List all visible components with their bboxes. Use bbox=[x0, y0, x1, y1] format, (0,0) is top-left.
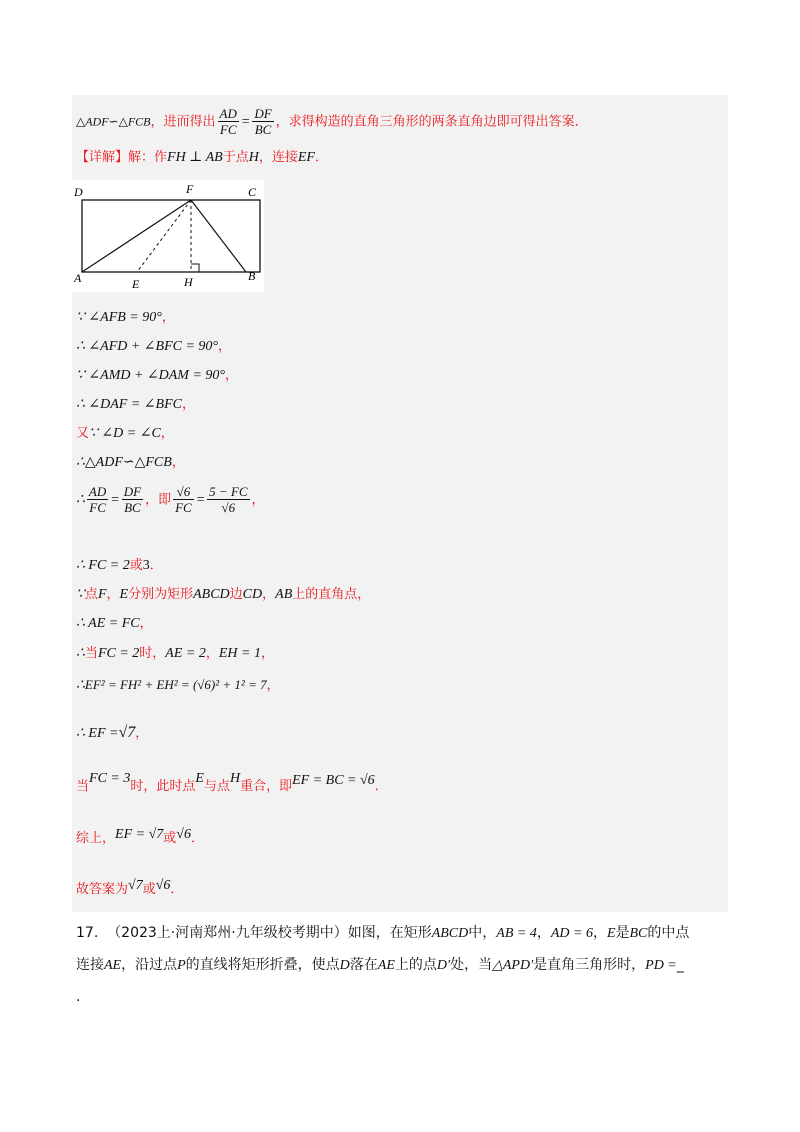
math: D′ bbox=[436, 958, 451, 973]
punct: ， bbox=[139, 616, 153, 631]
text: 处，当 bbox=[450, 957, 493, 973]
text: 连接 bbox=[76, 957, 104, 973]
intro-text-2: ，求得构造的直角三角形的两条直角边即可得出答案． bbox=[275, 114, 588, 130]
fraction-df-bc bbox=[122, 484, 143, 515]
question-17-line-2 bbox=[76, 956, 684, 975]
math: ∴ ∠AFD + ∠BFC = 90° bbox=[76, 339, 219, 354]
text: 点 bbox=[84, 587, 98, 602]
similar-triangles: △ADF∽△FCB bbox=[76, 114, 151, 129]
step-4 bbox=[76, 395, 195, 414]
denominator: FC bbox=[175, 500, 192, 515]
math: E bbox=[119, 587, 129, 602]
text: ， bbox=[106, 587, 120, 602]
equals: = bbox=[240, 114, 251, 130]
punct: ， bbox=[181, 397, 195, 412]
question-17-line-1 bbox=[76, 924, 689, 943]
text: 时， bbox=[139, 646, 166, 661]
math: E bbox=[606, 926, 616, 941]
label-h: H bbox=[184, 275, 193, 289]
detail-label: 【详解】解：作 bbox=[76, 150, 168, 165]
step-6 bbox=[76, 453, 185, 472]
math: AE bbox=[104, 958, 122, 973]
numerator: AD bbox=[219, 106, 237, 121]
answer-blank: _ bbox=[676, 957, 684, 973]
math: √7 bbox=[118, 724, 136, 741]
math: H bbox=[229, 771, 241, 786]
math: ∵ bbox=[76, 587, 85, 602]
math: √6 bbox=[155, 878, 171, 893]
math: ∴ ∠DAF = ∠BFC bbox=[76, 397, 182, 412]
therefore: ∴ bbox=[76, 492, 85, 508]
fraction-ad-fc bbox=[87, 484, 108, 515]
solution-intro-line bbox=[76, 106, 588, 137]
question-number: 17. bbox=[76, 925, 99, 941]
text: 是直角三角形时， bbox=[533, 957, 646, 973]
text: 的中点 bbox=[647, 925, 690, 941]
text: 上的直角点， bbox=[292, 587, 371, 602]
math: ∴ bbox=[76, 678, 85, 693]
text: ， bbox=[262, 587, 276, 602]
text: 中， bbox=[468, 925, 497, 941]
label-f: F bbox=[186, 182, 194, 196]
text: ，即 bbox=[145, 492, 172, 508]
denominator: BC bbox=[252, 121, 273, 137]
numerator: DF bbox=[123, 484, 142, 499]
step-10 bbox=[76, 614, 153, 633]
punct: ， bbox=[160, 426, 174, 441]
step-3 bbox=[76, 366, 238, 385]
numerator: AD bbox=[88, 484, 107, 499]
math: EF = BC = √6 bbox=[292, 773, 375, 788]
step-2 bbox=[76, 337, 231, 356]
text: 重合，即 bbox=[240, 779, 293, 794]
text: 当 bbox=[84, 646, 98, 661]
label-b: B bbox=[248, 269, 256, 283]
math: AE = 2 bbox=[165, 646, 206, 661]
math: EF bbox=[297, 150, 315, 165]
label-d: D bbox=[74, 185, 83, 199]
text: 或 bbox=[129, 558, 143, 573]
math: PD = bbox=[645, 958, 677, 973]
math: 3 bbox=[142, 558, 150, 573]
text: 是 bbox=[615, 925, 630, 941]
rectangle-figure bbox=[72, 180, 264, 292]
math: CD bbox=[242, 587, 263, 602]
text: ， bbox=[592, 925, 607, 941]
text: 上的点 bbox=[394, 957, 437, 973]
punct: ． bbox=[149, 558, 163, 573]
text: ，沿过点 bbox=[121, 957, 178, 973]
fraction-ad-fc bbox=[218, 106, 239, 137]
math: FH ⊥ AB bbox=[167, 150, 223, 165]
math: ∴ FC = 2 bbox=[76, 558, 130, 573]
punct: ， bbox=[135, 726, 149, 741]
math: AB = 4 bbox=[496, 926, 537, 941]
math: AE bbox=[377, 958, 395, 973]
punct: ． bbox=[190, 831, 204, 846]
math: △APD′ bbox=[492, 958, 534, 973]
text: 或 bbox=[142, 882, 156, 897]
math: F bbox=[97, 587, 107, 602]
math: D bbox=[339, 958, 350, 973]
numerator: √6 bbox=[176, 484, 191, 499]
text: 于点 bbox=[222, 150, 249, 165]
text: 当 bbox=[76, 779, 90, 794]
step-14 bbox=[76, 771, 388, 796]
punct: ． bbox=[374, 779, 388, 794]
text: 分别为矩形 bbox=[128, 587, 194, 602]
punct: ， bbox=[251, 492, 265, 508]
intro-text-1: ，进而得出 bbox=[150, 114, 216, 130]
math: AD = 6 bbox=[550, 926, 593, 941]
step-16 bbox=[76, 880, 183, 899]
text: （2023上·河南郑州·九年级校考期中）如图，在矩形 bbox=[107, 925, 432, 941]
math: ∵ ∠AMD + ∠DAM = 90° bbox=[76, 368, 226, 383]
denominator: BC bbox=[122, 499, 143, 515]
punct: ， bbox=[171, 455, 185, 470]
punct: ， bbox=[218, 339, 232, 354]
step-15 bbox=[76, 829, 204, 848]
math: ∴ EF = bbox=[76, 726, 119, 741]
math: ∴△ADF∽△FCB bbox=[76, 455, 172, 470]
math: FC = 2 bbox=[97, 646, 140, 661]
step-1 bbox=[76, 308, 175, 327]
math: ∴ bbox=[76, 646, 85, 661]
numerator: 5 − FC bbox=[209, 484, 248, 499]
text: ， bbox=[205, 646, 219, 661]
text: 又 bbox=[76, 426, 90, 441]
math: H bbox=[248, 150, 259, 165]
math: √6 bbox=[176, 827, 191, 842]
punct: ， bbox=[225, 368, 239, 383]
math: EF = √7 bbox=[115, 827, 164, 842]
step-11 bbox=[76, 644, 274, 663]
text: 边 bbox=[229, 587, 243, 602]
fraction-df-bc bbox=[252, 106, 273, 137]
text: ． bbox=[314, 150, 328, 165]
text: . bbox=[76, 989, 81, 1005]
text: 与点 bbox=[203, 779, 230, 794]
math: EF² = FH² + EH² = (√6)² + 1² = 7 bbox=[84, 677, 267, 692]
denominator: FC bbox=[87, 499, 108, 515]
step-13 bbox=[76, 724, 148, 743]
label-c: C bbox=[248, 185, 257, 199]
math: EH = 1 bbox=[218, 646, 261, 661]
fraction-5-fc-sqrt6 bbox=[207, 484, 249, 515]
step-12 bbox=[76, 676, 280, 695]
step-5 bbox=[76, 424, 174, 443]
punct: ， bbox=[161, 310, 175, 325]
text: 落在 bbox=[349, 957, 378, 973]
math: ∴ AE = FC bbox=[76, 616, 140, 631]
math: BC bbox=[629, 926, 648, 941]
math: √7 bbox=[128, 878, 143, 893]
text: 的直线将矩形折叠，使点 bbox=[185, 957, 340, 973]
text: ， bbox=[536, 925, 551, 941]
question-17-line-3 bbox=[76, 988, 80, 1006]
detail-line bbox=[76, 148, 328, 167]
denominator: √6 bbox=[207, 499, 249, 515]
math: ∵ ∠AFB = 90° bbox=[76, 310, 162, 325]
math: AB bbox=[275, 587, 293, 602]
math: ∵ ∠D = ∠C bbox=[89, 426, 161, 441]
equals: = bbox=[195, 492, 206, 508]
denominator: FC bbox=[218, 121, 239, 137]
text: 故答案为 bbox=[76, 882, 129, 897]
math: FC = 3 bbox=[89, 771, 131, 786]
figure-background bbox=[72, 180, 264, 292]
text: ，连接 bbox=[258, 150, 298, 165]
equals: = bbox=[110, 492, 120, 508]
step-8 bbox=[76, 556, 163, 575]
step-7 bbox=[76, 484, 265, 515]
fraction-sqrt6-fc bbox=[173, 484, 194, 515]
punct: ， bbox=[260, 646, 274, 661]
step-9 bbox=[76, 585, 370, 604]
text: 或 bbox=[163, 831, 177, 846]
punct: ． bbox=[170, 882, 184, 897]
math: ABCD bbox=[193, 587, 230, 602]
math: ABCD bbox=[431, 926, 469, 941]
text: 综上， bbox=[76, 831, 116, 846]
math: P bbox=[177, 958, 186, 973]
math: E bbox=[195, 771, 204, 786]
label-a: A bbox=[74, 271, 82, 285]
numerator: DF bbox=[254, 106, 272, 121]
text: 时，此时点 bbox=[130, 779, 196, 794]
label-e: E bbox=[132, 277, 140, 291]
punct: ， bbox=[266, 678, 280, 693]
